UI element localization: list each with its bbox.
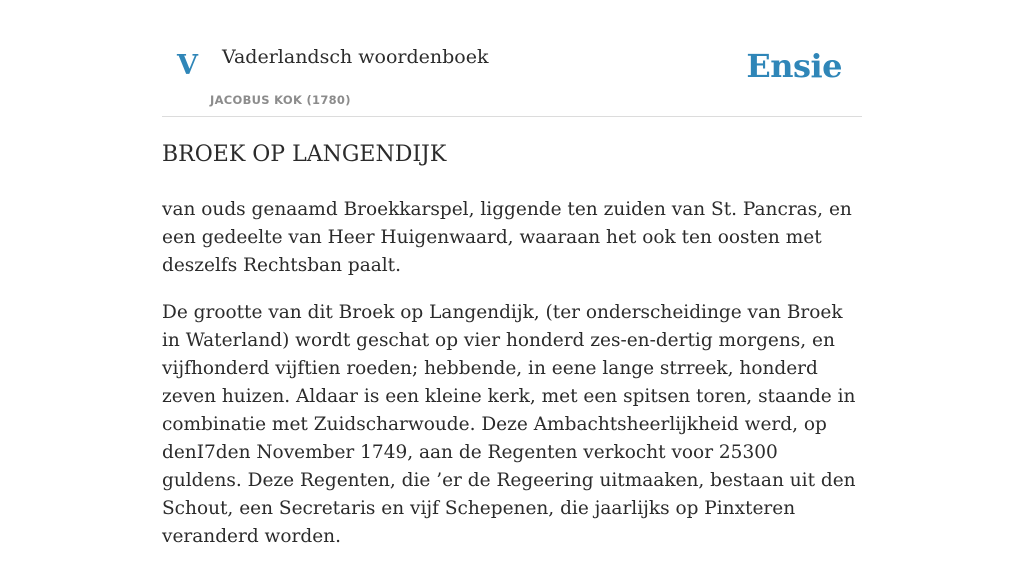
book-title[interactable]: Vaderlandsch woordenboek bbox=[222, 46, 489, 68]
book-author[interactable]: JACOBUS KOK (1780) bbox=[210, 93, 351, 107]
entry-title: BROEK OP LANGENDIJK bbox=[162, 142, 447, 167]
ensie-logo[interactable]: Ensie bbox=[746, 47, 842, 85]
entry-paragraph-2: De grootte van dit Broek op Langendijk, (ter onderscheidinge van Broek in Waterland) wordt geschat op vier honderd zes-en-dertig morgens, en vijfhonderd vijftien roeden; hebbende, in eene lange strreek, honderd zeven huizen. Aldaar is een kleine kerk, met een spitsen toren, staande in combinatie met Zuidscharwoude. Deze Ambachtsheerlijkheid werd, op denI7den November 1749, aan de Regenten verkocht voor 25300 guldens. Deze Regenten, die ’er de Regeering uitmaaken, bestaan uit den Schout, een Secretaris en vijf Schepenen, die jaarlijks op Pinxteren veranderd worden. bbox=[162, 302, 856, 547]
entry-content bbox=[162, 138, 862, 570]
book-letter-icon[interactable]: V bbox=[177, 50, 198, 81]
source-header bbox=[162, 0, 862, 117]
entry-paragraph-1: van ouds genaamd Broekkarspel, liggende ten zuiden van St. Pancras, en een gedeelte van Heer Huigenwaard, waaraan het ook ten oosten met deszelfs Rechtsban paalt. bbox=[162, 199, 852, 276]
